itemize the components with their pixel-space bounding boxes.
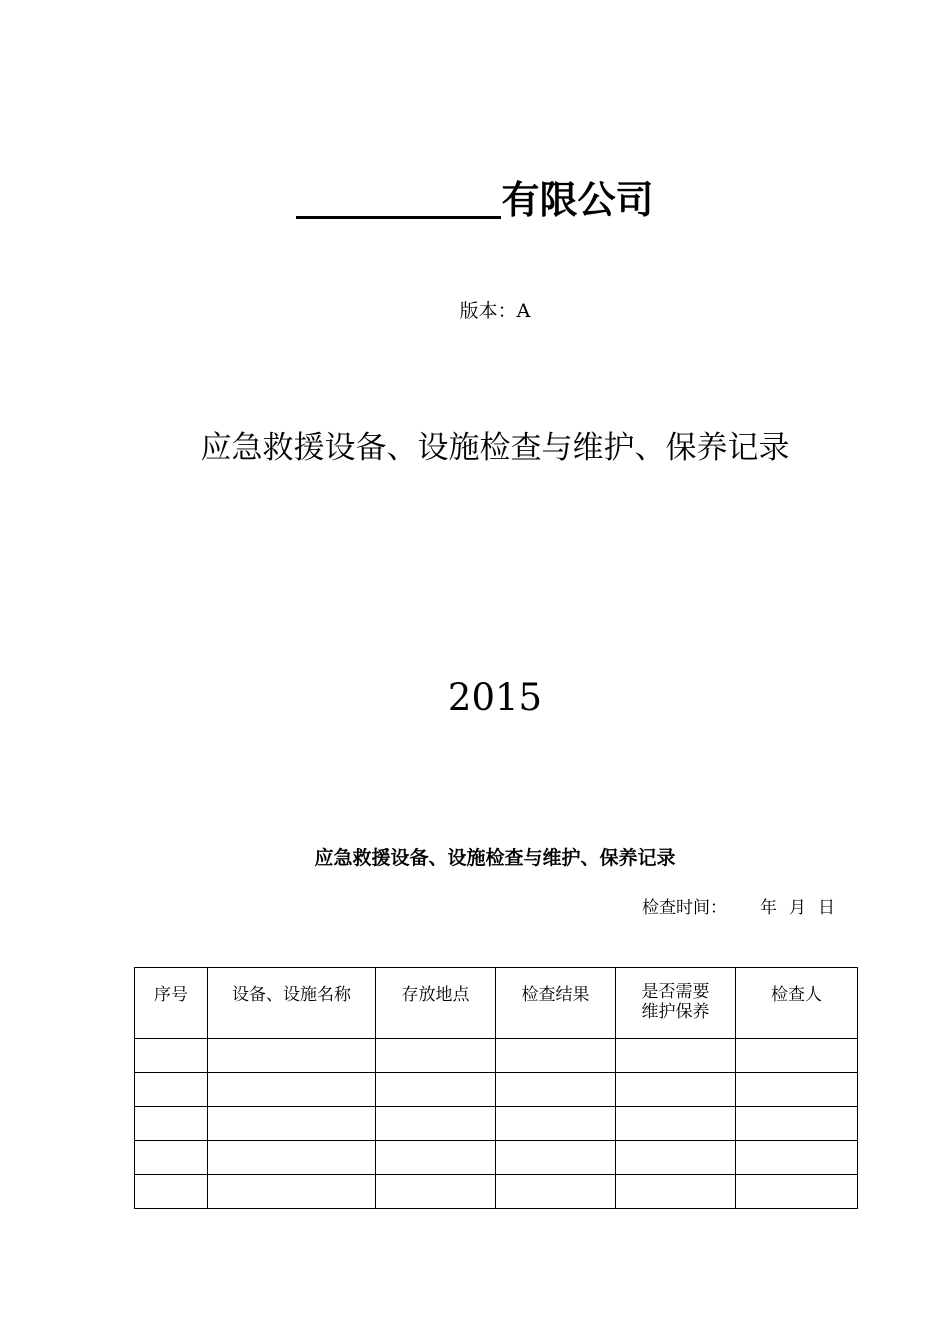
header-check-result: 检查结果 [496, 968, 616, 1039]
company-suffix: 有限公司 [501, 178, 654, 222]
table-cell[interactable] [616, 1073, 736, 1107]
day-unit: 日 [818, 898, 835, 918]
table-cell[interactable] [736, 1175, 858, 1209]
table-cell[interactable] [616, 1107, 736, 1141]
header-equipment-name: 设备、设施名称 [208, 968, 376, 1039]
company-name-heading [0, 172, 950, 228]
header-maintenance-needed [616, 968, 736, 1039]
table-row [135, 1073, 858, 1107]
cover-title: 应急救援设备、设施检查与维护、保养记录 [200, 430, 790, 466]
table-cell[interactable] [496, 1073, 616, 1107]
month-unit: 月 [789, 898, 806, 918]
table-cell[interactable] [135, 1175, 208, 1209]
year-unit: 年 [760, 898, 777, 918]
table-cell[interactable] [496, 1175, 616, 1209]
table-row [135, 1107, 858, 1141]
table-cell[interactable] [376, 1175, 496, 1209]
table-cell[interactable] [496, 1107, 616, 1141]
cover-year: 2015 [447, 676, 543, 719]
table-cell[interactable] [208, 1107, 376, 1141]
table-row [135, 1039, 858, 1073]
table-cell[interactable] [736, 1141, 858, 1175]
table-cell[interactable] [616, 1039, 736, 1073]
table-cell[interactable] [496, 1141, 616, 1175]
table-row [135, 1175, 858, 1209]
company-name-blank [296, 172, 501, 219]
table-cell[interactable] [135, 1141, 208, 1175]
table-cell[interactable] [135, 1039, 208, 1073]
header-inspector: 检查人 [736, 968, 858, 1039]
header-storage-location: 存放地点 [376, 968, 496, 1039]
header-maintenance-needed-line1: 是否需要 [641, 982, 710, 1002]
table-cell[interactable] [376, 1107, 496, 1141]
table-cell[interactable] [736, 1107, 858, 1141]
table-cell[interactable] [736, 1039, 858, 1073]
table-cell[interactable] [616, 1175, 736, 1209]
table-cell[interactable] [376, 1039, 496, 1073]
table-header-row [135, 968, 858, 1039]
table-cell[interactable] [208, 1141, 376, 1175]
table-cell[interactable] [736, 1073, 858, 1107]
header-maintenance-needed-line2: 维护保养 [641, 1002, 710, 1022]
table-cell[interactable] [208, 1039, 376, 1073]
table-cell[interactable] [376, 1073, 496, 1107]
table-row [135, 1141, 858, 1175]
check-time-line [642, 896, 835, 920]
table-cell[interactable] [616, 1141, 736, 1175]
table-cell[interactable] [135, 1107, 208, 1141]
check-time-label: 检查时间： [642, 898, 727, 918]
table-cell[interactable] [208, 1073, 376, 1107]
table-cell[interactable] [376, 1141, 496, 1175]
header-serial-number: 序号 [135, 968, 208, 1039]
table-cell[interactable] [208, 1175, 376, 1209]
table-cell[interactable] [135, 1073, 208, 1107]
table-cell[interactable] [496, 1039, 616, 1073]
inspection-record-table [134, 967, 858, 1209]
version-label: 版本：A [459, 300, 531, 322]
record-title: 应急救援设备、设施检查与维护、保养记录 [314, 847, 676, 869]
